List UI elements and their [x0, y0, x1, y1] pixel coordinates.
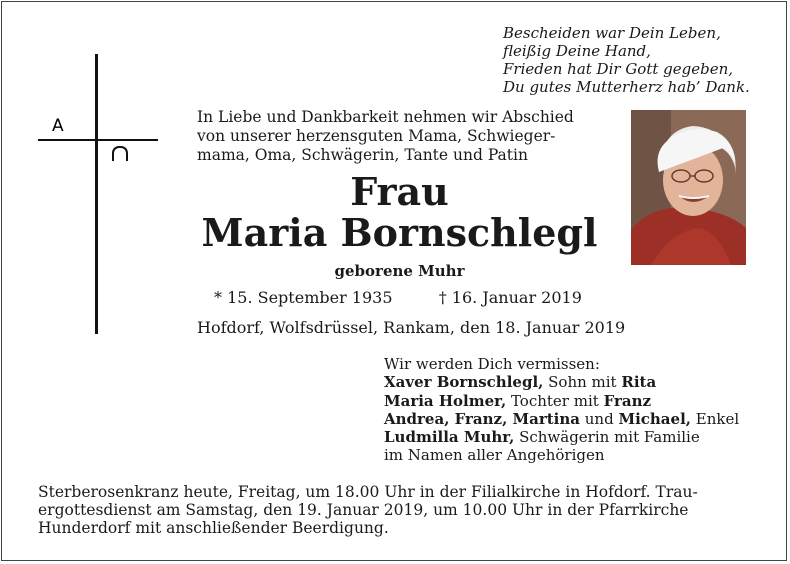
verse-line: Frieden hat Dir Gott gegeben, [503, 60, 734, 78]
mourner-line: Ludmilla Muhr, Schwägerin mit Familie [384, 428, 700, 447]
mourners-list [384, 355, 739, 465]
omega-icon [112, 146, 128, 161]
cross-vertical-bar [95, 54, 98, 334]
death-date: † 16. Januar 2019 [438, 288, 582, 307]
birth-date: * 15. September 1935 [214, 288, 393, 307]
title-frau: Frau [350, 169, 449, 214]
intro-line: mama, Oma, Schwägerin, Tante und Patin [197, 146, 528, 164]
verse-line: fleißig Deine Hand, [503, 42, 651, 60]
intro-line: In Liebe und Dankbarkeit nehmen wir Abschied [197, 108, 574, 126]
verse-line: Du gutes Mutterherz hab’ Dank. [503, 78, 750, 96]
mourner-line: Xaver Bornschlegl, Sohn mit Rita [384, 373, 657, 392]
service-line: Hunderdorf mit anschließender Beerdigung. [38, 519, 389, 537]
alpha-icon: A [52, 116, 64, 136]
life-dates [214, 288, 582, 307]
verse [503, 24, 750, 96]
birth-name: geborene Muhr [334, 262, 465, 280]
service-line: ergottesdienst am Samstag, den 19. Januar 2019, um 10.00 Uhr in der Pfarrkirche [38, 501, 689, 519]
mourners-intro: Wir werden Dich vermissen: [384, 355, 600, 373]
cross-horizontal-bar [38, 139, 158, 141]
service-info [38, 483, 753, 537]
verse-line: Bescheiden war Dein Leben, [503, 24, 721, 42]
mourner-line: Maria Holmer, Tochter mit Franz [384, 391, 652, 410]
deceased-name: Maria Bornschlegl [201, 210, 598, 255]
intro-line: von unserer herzensguten Mama, Schwieger- [197, 127, 556, 145]
intro-text [197, 108, 602, 165]
place-date: Hofdorf, Wolfsdrüssel, Rankam, den 18. Januar 2019 [197, 318, 626, 337]
portrait-photo [631, 110, 746, 265]
service-line: Sterberosenkranz heute, Freitag, um 18.00 Uhr in der Filialkirche in Hofdorf. Trau- [38, 483, 698, 501]
portrait-illustration [631, 110, 746, 265]
mourner-line: Andrea, Franz, Martina und Michael, Enkel [384, 409, 740, 428]
mourners-closing: im Namen aller Angehörigen [384, 446, 605, 465]
